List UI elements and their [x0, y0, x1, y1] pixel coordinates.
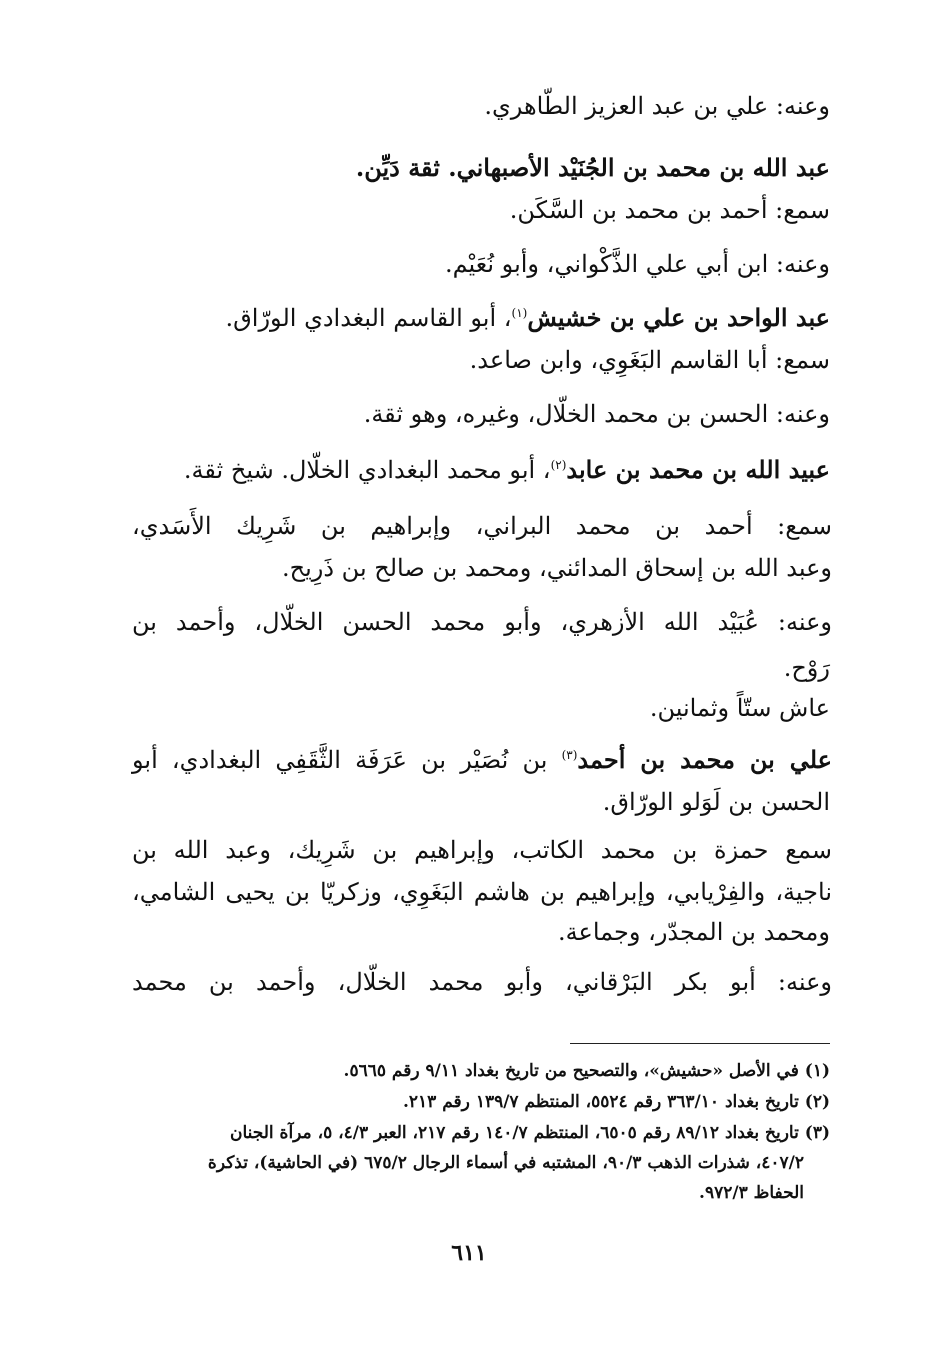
entry-description: ، أبو محمد البغدادي الخلّال. شيخ ثقة.: [183, 456, 551, 484]
text-line: ناجية، والفِرْيابي، وإبراهيم بن هاشم البَغَوِي، وزكريّا بن يحيى الشامي،: [132, 878, 832, 906]
footnote-marker: (٣): [561, 748, 578, 762]
text-line: وعنه: علي بن عبد العزيز الطّاهري.: [484, 92, 830, 120]
text-line: وعبد الله بن إسحاق المدائني، ومحمد بن صالح بن ذَرِيح.: [281, 554, 832, 582]
text-line: الحسن بن لَوَلو الورّاق.: [602, 788, 830, 816]
entry-heading: [130, 150, 830, 186]
text-line: وعنه: أبو بكر البَرْقاني، وأبو محمد الخلّال، وأحمد بن محمد: [132, 968, 832, 996]
text-line: وعنه: ابن أبي علي الذَّكْواني، وأبو نُعَيْم.: [444, 250, 830, 278]
entry-heading: [130, 452, 830, 488]
text-line: وعنه: عُبَيْد الله الأزهري، وأبو محمد الحسن الخلّال، وأحمد بن: [132, 608, 832, 636]
footnote-separator: [570, 1043, 830, 1044]
text-line: سمع: أحمد بن محمد البراني، وإبراهيم بن شَرِيك الأَسَدي،: [132, 512, 832, 540]
entry-description: . ثقة دَيِّن.: [355, 153, 457, 182]
text-line: عاش ستّاً وثمانين.: [649, 694, 830, 722]
page-number: ٦١١: [451, 1240, 487, 1266]
footnote-marker: (١): [511, 306, 528, 320]
entry-heading: [132, 742, 832, 778]
footnote-continuation: الحفاظ ٩٧٢/٣.: [699, 1183, 804, 1203]
footnote: (١) في الأصل «حشيش»، والتصحيح من تاريخ بغداد ٩/١١ رقم ٥٦٦٥.: [343, 1061, 830, 1081]
entry-description: بن نُصَيْر بن عَرَفَة الثَّقَفِي البغدادي، أبو: [132, 746, 562, 774]
entry-heading: [130, 300, 830, 336]
footnote: (٣) تاريخ بغداد ٨٩/١٢ رقم ٦٥٠٥، المنتظم ١٤٠/٧ رقم ٢١٧، العبر ٤/٣، ٥، مرآة الجنان: [229, 1123, 830, 1143]
entry-name: عبد الواحد بن علي بن خشيش: [527, 303, 830, 332]
text-line: وعنه: الحسن بن محمد الخلّال، وغيره، وهو ثقة.: [363, 400, 830, 428]
footnote-marker: (٢): [550, 458, 567, 472]
footnote: (٢) تاريخ بغداد ٣٦٣/١٠ رقم ٥٥٢٤، المنتظم ١٣٩/٧ رقم ٢١٣.: [402, 1092, 830, 1112]
text-line: سمع حمزة بن محمد الكاتب، وإبراهيم بن شَرِيك، وعبد الله بن: [132, 836, 832, 864]
entry-description: ، أبو القاسم البغدادي الورّاق.: [225, 304, 512, 332]
text-line: ومحمد بن المجدّر، وجماعة.: [558, 918, 830, 946]
entry-name: علي بن محمد بن أحمد: [577, 745, 832, 774]
text-line: سمع: أحمد بن محمد بن السَّكَن.: [509, 196, 830, 224]
text-line: رَوْح.: [783, 654, 830, 682]
text-line: سمع: أبا القاسم البَغَوِي، وابن صاعد.: [469, 346, 830, 374]
entry-name: عبيد الله بن محمد بن عابد: [566, 455, 830, 484]
footnote-continuation: ٤٠٧/٢، شذرات الذهب ٩٠/٣، المشتبه في أسماء الرجال ٦٧٥/٢ (في الحاشية)، تذكرة: [207, 1153, 804, 1173]
entry-name: عبد الله بن محمد بن الجُنَيْد الأصبهاني: [456, 153, 830, 182]
